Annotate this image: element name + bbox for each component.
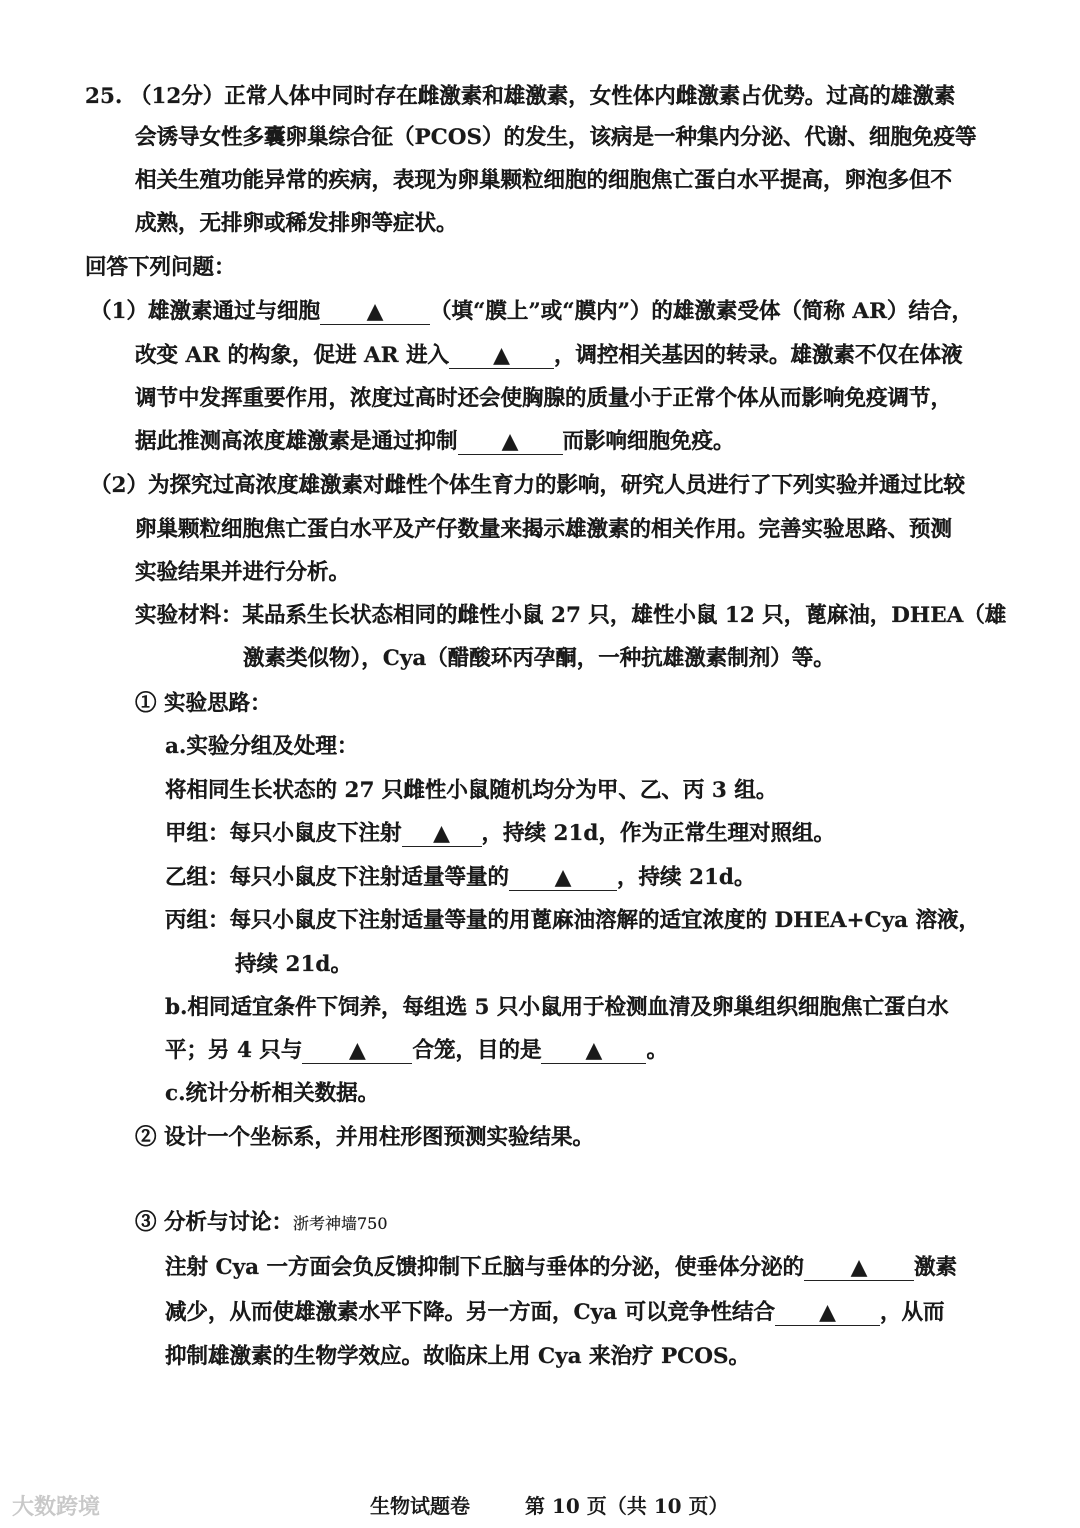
- text-segment: 将相同生长状态的 27 只雌性小鼠随机均分为甲、乙、丙 3 组。: [165, 778, 778, 803]
- text-segment: 实验结果并进行分析。: [135, 560, 351, 585]
- text-segment: 乙组：每只小鼠皮下注射适量等量的: [165, 865, 510, 890]
- answer-blank: ▲: [449, 344, 554, 369]
- handwritten-note: 浙考神墙750: [293, 1214, 388, 1233]
- text-segment: 。: [646, 1038, 668, 1063]
- text-segment: 相关生殖功能异常的疾病，表现为卵巢颗粒细胞的细胞焦亡蛋白水平提高，卵泡多但不: [135, 168, 953, 193]
- text-segment: （填“膜上”或“膜内”）的雄激素受体（简称 AR）结合，: [429, 299, 973, 324]
- answer-blank: ▲: [775, 1301, 880, 1326]
- text-segment: 减少，从而使雄激素水平下降。另一方面，Cya 可以竞争性结合: [165, 1300, 776, 1325]
- text-segment: 甲组：每只小鼠皮下注射: [165, 821, 402, 846]
- answer-blank: ▲: [458, 430, 563, 455]
- text-line: [165, 906, 980, 936]
- answer-blank: ▲: [804, 1256, 914, 1281]
- text-line: [165, 819, 835, 849]
- answer-blank: ▲: [541, 1039, 646, 1064]
- text-line: [135, 427, 735, 457]
- text-segment: 25. （12分）正常人体中同时存在雌激素和雄激素，女性体内雌激素占优势。过高的雄激素: [85, 84, 956, 109]
- text-line: [135, 166, 952, 196]
- text-segment: 激素类似物），Cya（醋酸环丙孕酮，一种抗雄激素制剂）等。: [243, 646, 835, 671]
- text-segment: c.统计分析相关数据。: [165, 1081, 380, 1106]
- text-line: [135, 558, 350, 588]
- text-line: [165, 1036, 668, 1066]
- answer-blank: ▲: [402, 822, 482, 847]
- text-line: [165, 776, 777, 806]
- text-segment: 调节中发挥重要作用，浓度过高时还会使胸腺的质量小于正常个体从而影响免疫调节，: [135, 386, 953, 411]
- text-line: [165, 1298, 945, 1328]
- text-segment: 会诱导女性多囊卵巢综合征（PCOS）的发生，该病是一种集内分泌、代谢、细胞免疫等: [135, 125, 977, 150]
- text-segment: 抑制雄激素的生物学效应。故临床上用 Cya 来治疗 PCOS。: [165, 1344, 751, 1369]
- text-segment: 而影响细胞免疫。: [562, 429, 735, 454]
- text-line: [165, 732, 358, 762]
- page-footer: [370, 1490, 776, 1519]
- text-line: [165, 1079, 379, 1109]
- text-segment: 据此推测高浓度雄激素是通过抑制: [135, 429, 458, 454]
- answer-blank: ▲: [320, 300, 430, 325]
- text-line: [135, 515, 952, 545]
- text-segment: ，持续 21d。: [617, 865, 756, 890]
- text-segment: 成熟，无排卵或稀发排卵等症状。: [135, 211, 458, 236]
- text-line: [90, 471, 965, 501]
- footer-page-number: 第 10 页（共 10 页）: [524, 1494, 729, 1518]
- footer-subject: 生物试题卷: [370, 1494, 470, 1518]
- text-segment: 持续 21d。: [235, 952, 352, 977]
- text-segment: ③ 分析与讨论：: [135, 1210, 293, 1235]
- text-line: [135, 384, 952, 414]
- text-segment: ① 实验思路：: [135, 691, 272, 716]
- text-segment: 丙组：每只小鼠皮下注射适量等量的用蓖麻油溶解的适宜浓度的 DHEA+Cya 溶液，: [165, 908, 981, 933]
- text-segment: a.实验分组及处理：: [165, 734, 359, 759]
- text-segment: 注射 Cya 一方面会负反馈抑制下丘脑与垂体的分泌，使垂体分泌的: [165, 1255, 805, 1280]
- text-segment: 实验材料：某品系生长状态相同的雌性小鼠 27 只，雄性小鼠 12 只，蓖麻油，DHEA（雄: [135, 603, 1007, 628]
- answer-blank: ▲: [509, 866, 617, 891]
- text-segment: 卵巢颗粒细胞焦亡蛋白水平及产仔数量来揭示雄激素的相关作用。完善实验思路、预测: [135, 517, 953, 542]
- source-logo: 大数跨境: [12, 1495, 101, 1520]
- text-segment: 回答下列问题：: [85, 255, 236, 280]
- text-line: [85, 82, 955, 112]
- text-segment: 改变 AR 的构象，促进 AR 进入: [135, 343, 450, 368]
- text-line: [135, 209, 458, 239]
- text-line: [135, 1123, 594, 1153]
- text-line: [235, 950, 352, 980]
- text-line: [243, 644, 835, 674]
- text-segment: ，调控相关基因的转录。雄激素不仅在体液: [554, 343, 963, 368]
- text-segment: 合笼，目的是: [412, 1038, 542, 1063]
- text-line: [135, 689, 272, 719]
- text-line: [135, 341, 963, 371]
- text-line: [165, 993, 948, 1023]
- text-line: [135, 601, 1006, 631]
- answer-blank: ▲: [302, 1039, 412, 1064]
- text-line: [135, 123, 977, 153]
- text-segment: b.相同适宜条件下饲养，每组选 5 只小鼠用于检测血清及卵巢组织细胞焦亡蛋白水: [165, 995, 949, 1020]
- text-segment: 激素: [914, 1255, 958, 1280]
- text-line: [165, 863, 755, 893]
- text-segment: ② 设计一个坐标系，并用柱形图预测实验结果。: [135, 1125, 594, 1150]
- text-line: [165, 1253, 957, 1283]
- text-line: [90, 297, 973, 327]
- text-segment: （2）为探究过高浓度雄激素对雌性个体生育力的影响，研究人员进行了下列实验并通过比较: [90, 473, 965, 498]
- text-line: [85, 253, 236, 283]
- text-line: [165, 1342, 750, 1372]
- text-segment: ，从而: [880, 1300, 945, 1325]
- text-line: [135, 1208, 388, 1239]
- text-segment: ，持续 21d，作为正常生理对照组。: [481, 821, 835, 846]
- text-segment: 平；另 4 只与: [165, 1038, 303, 1063]
- text-segment: （1）雄激素通过与细胞: [90, 299, 320, 324]
